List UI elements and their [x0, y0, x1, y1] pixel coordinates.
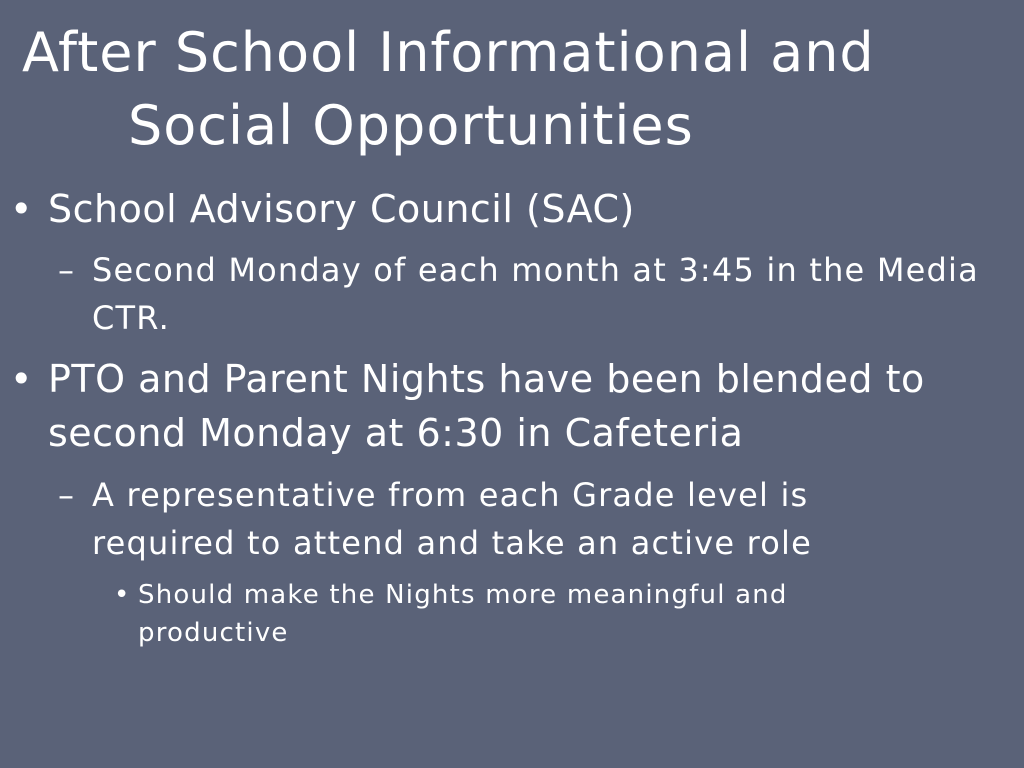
sub-bullet-grade-representative [58, 471, 958, 567]
bullet-marker: • [10, 357, 33, 401]
sub-bullet-text: A representative from each Grade level is required to attend and take an active role [92, 476, 812, 562]
bullet-text: PTO and Parent Nights have been blended to second Monday at 6:30 in Cafeteria [48, 357, 925, 455]
slide-title-line-1: After School Informational and [22, 21, 875, 84]
sub-sub-bullet-marker: • [114, 580, 131, 610]
sub-bullet-marker: – [58, 476, 76, 514]
slide-title [22, 16, 1012, 162]
bullet-marker: • [10, 187, 33, 231]
bullet-pto-parent-nights [0, 352, 1000, 460]
sub-bullet-text: Second Monday of each month at 3:45 in the Media CTR. [92, 251, 979, 337]
sub-bullet-sac-schedule [58, 246, 998, 342]
sub-bullet-marker: – [58, 251, 76, 289]
sub-sub-bullet-text: Should make the Nights more meaningful and productive [138, 580, 788, 648]
bullet-sac [0, 182, 1000, 236]
slide-title-line-2: Social Opportunities [128, 94, 694, 157]
sub-sub-bullet-meaningful-nights [114, 576, 934, 652]
bullet-text: School Advisory Council (SAC) [48, 187, 635, 231]
